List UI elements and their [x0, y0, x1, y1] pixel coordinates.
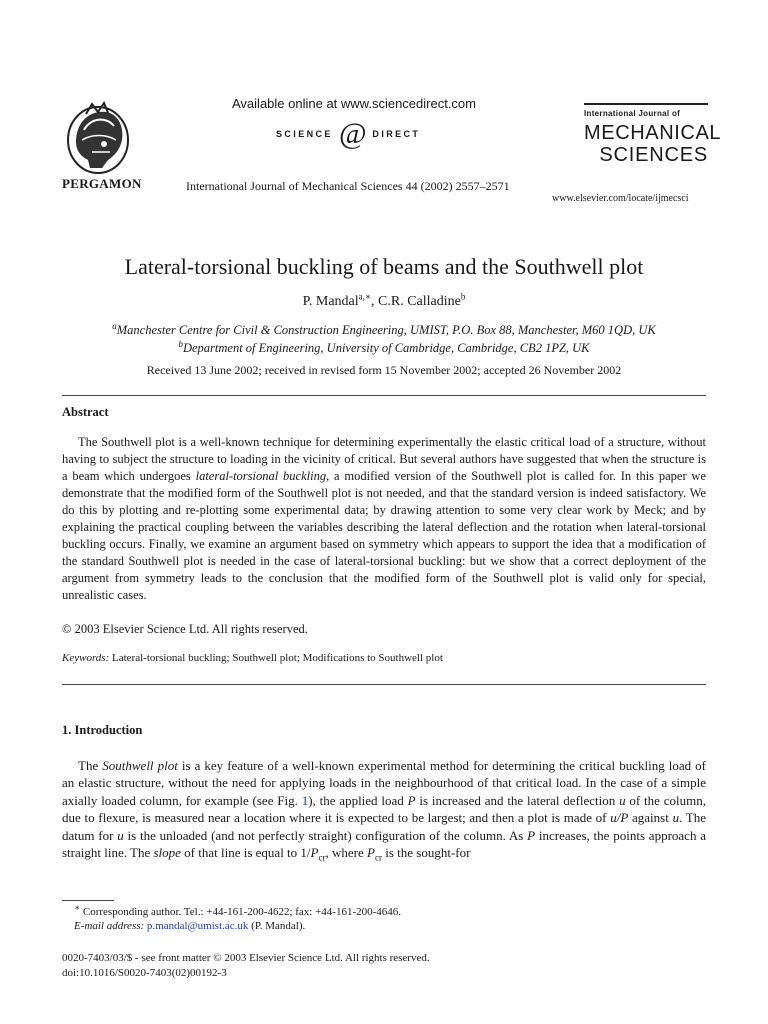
- publisher-name: PERGAMON: [62, 176, 142, 191]
- keywords-text: Lateral-torsional buckling; Southwell plot; Modifications to Southwell plot: [112, 652, 443, 664]
- author-1[interactable]: P. Mandal: [302, 294, 359, 309]
- introduction-body: [62, 757, 706, 861]
- intro-text-12: is the sought-for: [381, 845, 471, 861]
- intro-text-7: . The datum for: [62, 810, 707, 843]
- intro-text-2: is a key feature of a well-known experimental method for determining the critical buckling load of an elastic structure, without the need for applying loads in the neighbourhood of that critical load. In the case of a simple axially loaded column, for example (see Fig.: [62, 758, 706, 808]
- sciencedirect-logo[interactable]: [276, 119, 420, 149]
- intro-text-3: ), the applied load: [308, 792, 408, 808]
- var-u: u: [117, 827, 124, 843]
- sciencedirect-left: SCIENCE: [276, 129, 333, 139]
- article-title: Lateral-torsional buckling of beams and the Southwell plot: [124, 254, 644, 279]
- abstract-copyright: © 2003 Elsevier Science Ltd. All rights reserved.: [62, 622, 308, 636]
- intro-text-1: The: [78, 758, 103, 773]
- affiliation-b-text: Department of Engineering, University of Cambridge, Cambridge, CB2 1PZ, UK: [182, 341, 590, 355]
- masthead-rule: [584, 103, 708, 105]
- var-u-over-P: u/P: [610, 810, 629, 826]
- affiliation-a-text: Manchester Centre for Civil & Construction Engineering, UMIST, P.O. Box 88, Manchester, M60 1QD, UK: [116, 323, 656, 337]
- affiliation-b: [0, 338, 768, 356]
- journal-citation: International Journal of Mechanical Sciences 44 (2002) 2557–2571: [186, 179, 510, 193]
- available-online-link[interactable]: Available online at www.sciencedirect.com: [232, 96, 476, 111]
- var-P: P: [310, 845, 319, 861]
- var-P: P: [367, 845, 375, 861]
- intro-text-8: is the unloaded (and not perfectly straight) configuration of the column. As: [123, 827, 528, 843]
- intro-text-4: is increased and the lateral deflection: [415, 792, 620, 808]
- doi-link[interactable]: doi:10.1016/S0020-7403(02)00192-3: [62, 967, 227, 979]
- journal-label: International Journal of: [584, 109, 681, 118]
- divider-top: [62, 395, 706, 396]
- keywords-label: Keywords:: [62, 652, 110, 664]
- author-2-mark: b: [460, 291, 466, 302]
- author-1-mark: a,∗: [358, 291, 372, 302]
- divider-bottom: [62, 684, 706, 685]
- journal-name-sciences: SCIENCES: [599, 144, 708, 166]
- footnote-corresponding-author: [74, 902, 402, 918]
- abstract-part-2: , a modified version of the Southwell plot is called for. In this paper we demonstrate that the modified form of the Southwell plot is not needed, and that the standard version is indeed satisfactory. We do this by plotting and re-plotting some experimental data; by drawing attention to some very clear work by Meck; and by explaining the practical coupling between the variables describing the lateral deflection and the rotation when lateral-torsional buckling occurs. Finally, we examine an argument based on symmetry which appears to support the idea that a modification of the standard Southwell plot is needed in the case of lateral-torsional buckling: but we show that a correct deployment of the argument from symmetry leads to the conclusion that the modified form of the Southwell plot is valid only for special, unrealistic cases.: [62, 469, 706, 602]
- intro-text-5: of the column, due to flexure, is measured near a location where it is expected to be largest; and then a plot is made of: [62, 792, 706, 826]
- subscript-cr: cr: [374, 852, 382, 863]
- sciencedirect-right: DIRECT: [372, 129, 421, 139]
- journal-masthead: [584, 103, 722, 166]
- affiliation-a: [0, 320, 768, 338]
- journal-url-link[interactable]: www.elsevier.com/locate/ijmecsci: [552, 193, 689, 204]
- intro-text-9: increases, the points approach a straight line. The: [62, 827, 706, 861]
- pergamon-logo-icon: [62, 100, 134, 176]
- footnote-rule: [62, 900, 114, 901]
- section-heading-introduction: 1. Introduction: [62, 723, 143, 737]
- var-P: P: [527, 827, 536, 843]
- footnote-email: [74, 920, 305, 932]
- email-tail: (P. Mandal).: [251, 920, 306, 932]
- received-dates: Received 13 June 2002; received in revised form 15 November 2002; accepted 26 November 2002: [146, 363, 622, 377]
- var-u: u: [672, 810, 680, 826]
- abstract-part-1: The Southwell plot is a well-known technique for determining experimentally the elastic critical load of a structure, without having to subject the structure to loading in the vicinity of critical. But several authors have suggested that when the structure is a beam which undergoes: [62, 435, 706, 483]
- email-label: E-mail address:: [74, 920, 145, 932]
- abstract-body: [62, 434, 706, 604]
- issn-line: 0020-7403/03/$ - see front matter © 2003 Elsevier Science Ltd. All rights reserved.: [62, 952, 430, 964]
- intro-emphasis-slope: slope: [153, 845, 181, 861]
- abstract-heading: Abstract: [62, 405, 109, 419]
- email-link[interactable]: p.mandal@umist.ac.uk: [146, 920, 249, 932]
- var-u: u: [619, 792, 626, 808]
- intro-text-6: against: [628, 810, 673, 826]
- footnote-mark: ∗: [74, 902, 81, 913]
- var-P: P: [407, 792, 416, 808]
- intro-text-11: , where: [325, 845, 368, 861]
- affiliation-b-mark: b: [178, 338, 183, 349]
- intro-text-10: of that line is equal to 1/: [180, 845, 311, 861]
- affiliation-a-mark: a: [112, 320, 117, 331]
- sciencedirect-at-icon: @: [338, 117, 367, 150]
- journal-name-mechanical: MECHANICAL: [584, 122, 722, 144]
- footnote-contact: Corresponding author. Tel.: +44-161-200-4622; fax: +44-161-200-4646.: [82, 906, 402, 918]
- intro-emphasis-southwell: Southwell plot: [102, 758, 178, 773]
- figure-1-link[interactable]: 1: [301, 792, 309, 808]
- author-list: P. Mandal$^{a,∗}$, C.R. Calladine$^b$: [302, 291, 466, 309]
- author-2[interactable]: C.R. Calladine: [378, 294, 461, 309]
- subscript-cr: cr: [318, 852, 326, 863]
- keywords: [62, 652, 443, 664]
- abstract-emphasis: lateral-torsional buckling: [195, 469, 327, 483]
